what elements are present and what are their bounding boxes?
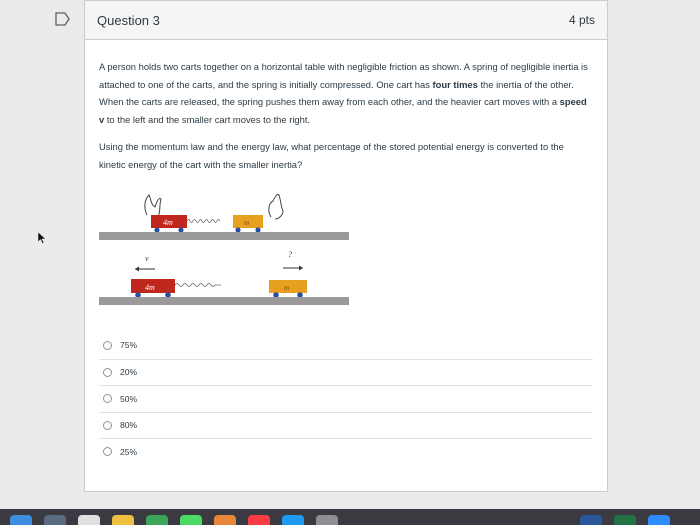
macos-dock: [0, 509, 700, 525]
heavy-cart-bottom-wheel-left: [135, 292, 141, 298]
answer-list: [99, 332, 593, 465]
light-velocity-arrowhead: [299, 266, 303, 271]
radio-button[interactable]: [103, 447, 112, 456]
heavy-velocity-label: v: [145, 254, 149, 263]
answer-label: 25%: [120, 446, 138, 457]
radio-button[interactable]: [103, 368, 112, 377]
answer-option-3[interactable]: [99, 385, 593, 412]
music-icon[interactable]: [248, 515, 270, 525]
right-hand-icon: [269, 194, 283, 219]
heavy-cart-bottom-label: 4m: [145, 283, 155, 292]
question-text: A person holds two carts together on a horizontal table with negligible friction as shown. A spring of negligible inertia is attached to one of the carts, and the spring is initially compressed. One cart has four times the inertia of the other. When the carts are released, the spring pushes them away from each other, and the heavier cart moves with a speed v to the left and the smaller cart moves to the right.: [99, 61, 588, 125]
flag-question-icon[interactable]: [54, 12, 70, 26]
finder-icon[interactable]: [10, 515, 32, 525]
heavy-cart-top-wheel-right: [178, 227, 183, 232]
photos-icon[interactable]: [214, 515, 236, 525]
radio-button[interactable]: [103, 394, 112, 403]
light-cart-bottom-wheel-right: [297, 292, 303, 298]
question-prompt: Using the momentum law and the energy law, what percentage of the stored potential energy is converted to the kinetic energy of the cart with the smaller inertia?: [99, 141, 564, 170]
chrome-icon[interactable]: [146, 515, 168, 525]
answer-label: 50%: [120, 393, 138, 404]
spring-compressed: [187, 220, 220, 223]
heavy-cart-bottom-wheel-right: [165, 292, 171, 298]
table-bottom: [99, 297, 349, 305]
settings-icon[interactable]: [316, 515, 338, 525]
heavy-velocity-arrowhead: [135, 267, 139, 272]
answer-label: 75%: [120, 340, 138, 351]
heavy-cart-top-wheel-left: [154, 227, 159, 232]
table-top: [99, 232, 349, 240]
app-store-icon[interactable]: [282, 515, 304, 525]
light-cart-top-label: m: [244, 219, 250, 227]
spring-released: [175, 284, 221, 287]
carts-diagram: [99, 185, 359, 315]
light-cart-top-wheel-left: [235, 227, 240, 232]
answer-label: 80%: [120, 420, 138, 431]
radio-button[interactable]: [103, 421, 112, 430]
notes-icon[interactable]: [112, 515, 134, 525]
light-cart-bottom-wheel-left: [273, 292, 279, 298]
radio-button[interactable]: [103, 341, 112, 350]
question-title: Question 3: [97, 12, 160, 28]
word-icon[interactable]: [580, 515, 602, 525]
question-header: [85, 1, 607, 40]
question-card: [84, 0, 608, 492]
answer-option-5[interactable]: [99, 438, 593, 465]
excel-icon[interactable]: [614, 515, 636, 525]
answer-option-2[interactable]: [99, 359, 593, 386]
calendar-icon[interactable]: [78, 515, 100, 525]
heavy-cart-top-label: 4m: [163, 218, 173, 227]
light-cart-top-wheel-right: [255, 227, 260, 232]
zoom-icon[interactable]: [648, 515, 670, 525]
answer-option-4[interactable]: [99, 412, 593, 439]
question-points: 4 pts: [568, 13, 595, 27]
light-cart-bottom-label: m: [284, 284, 290, 292]
mouse-pointer-icon: [38, 232, 46, 244]
answer-label: 20%: [120, 367, 138, 378]
light-velocity-label: ?: [288, 250, 292, 259]
launchpad-icon[interactable]: [44, 515, 66, 525]
answer-option-1[interactable]: [99, 332, 593, 359]
messages-icon[interactable]: [180, 515, 202, 525]
